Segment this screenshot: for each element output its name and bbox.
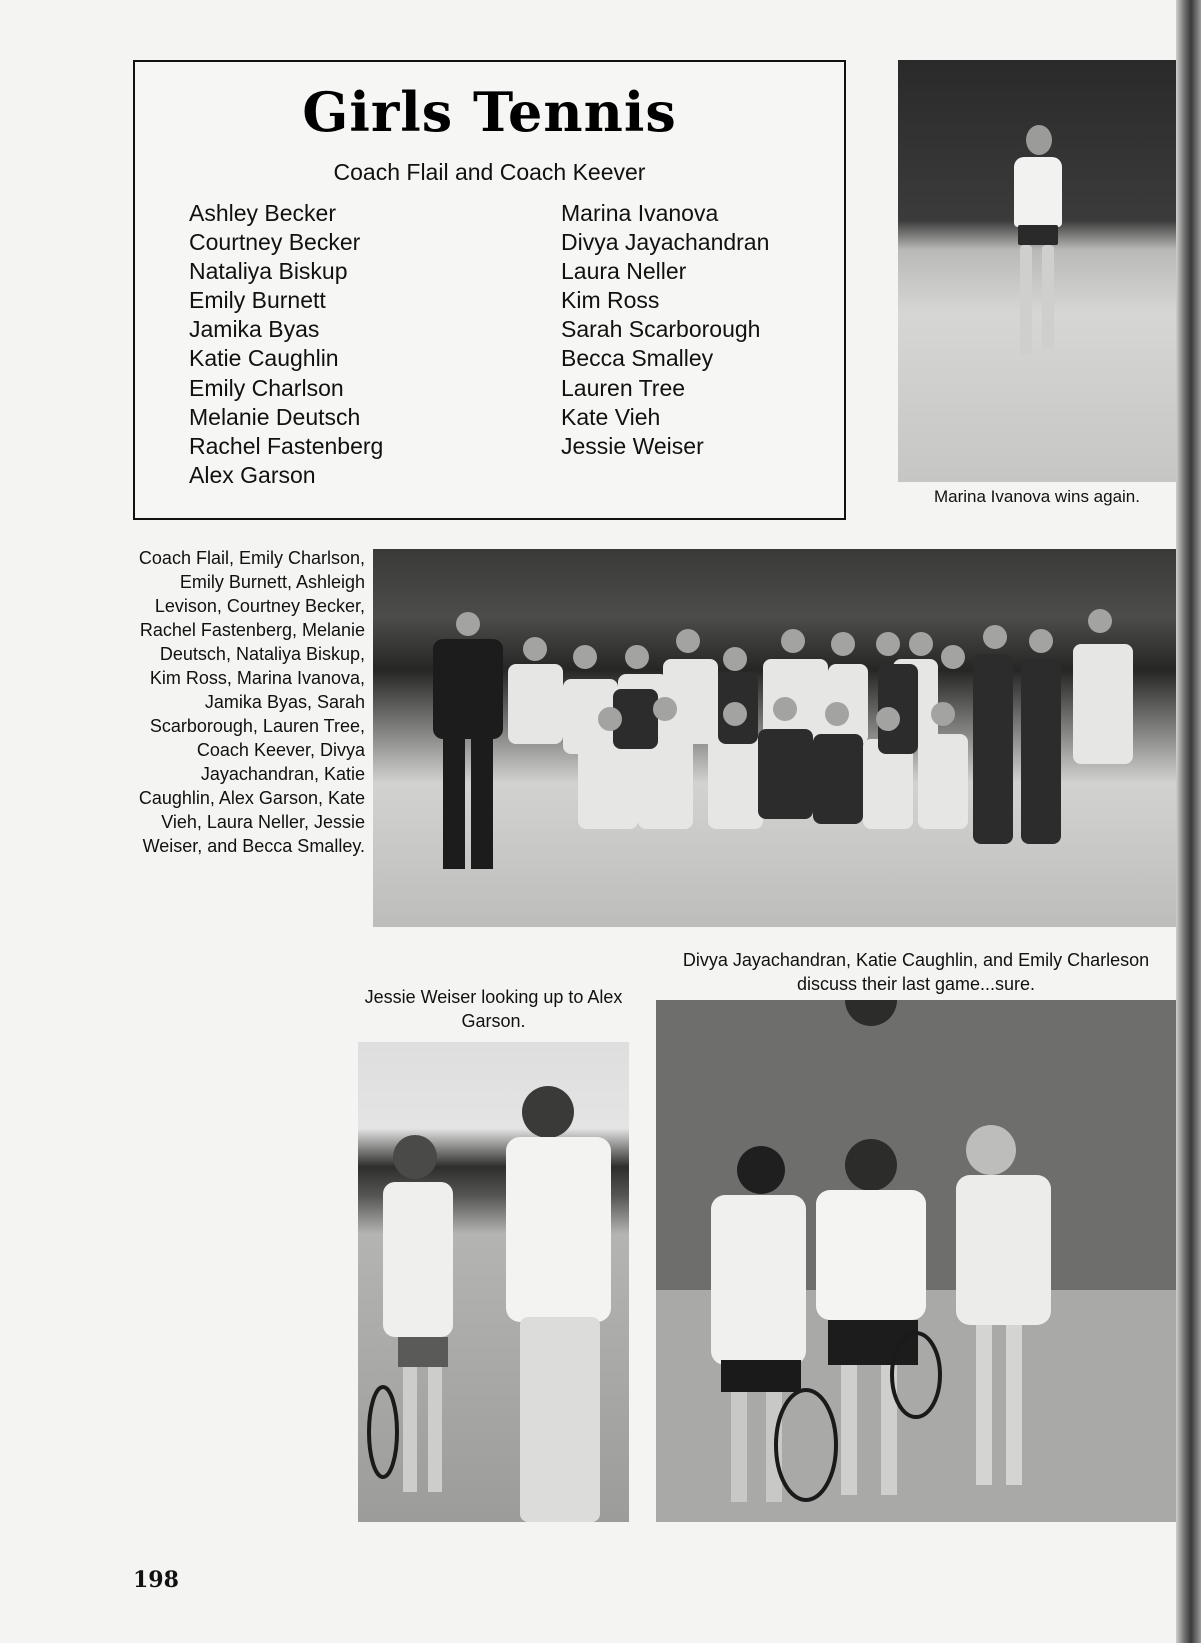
roster-name: Jamika Byas — [189, 316, 320, 343]
roster-name: Becca Smalley — [561, 345, 714, 372]
page-binding-edge — [1176, 0, 1201, 1643]
caption-divya: Divya Jayachandran, Katie Caughlin, and Emily Charleson discuss their last game...sure. — [682, 950, 1150, 994]
caption-marina: Marina Ivanova wins again. — [933, 487, 1140, 506]
photo-divya — [656, 1000, 1176, 1522]
roster-name: Emily Charlson — [189, 374, 344, 401]
roster-name: Rachel Fastenberg — [189, 432, 384, 459]
coaches-line: Coach Flail and Coach Keever — [333, 159, 646, 185]
photo-jessie — [358, 1042, 629, 1522]
roster-name: Kate Vieh — [561, 403, 661, 430]
roster-name: Divya Jayachandran — [561, 229, 770, 256]
roster-name: Lauren Tree — [561, 374, 686, 401]
roster-name: Laura Neller — [561, 258, 687, 285]
roster-list-left — [189, 199, 383, 490]
team-photo-figures — [373, 549, 1176, 927]
roster-name: Courtney Becker — [189, 229, 361, 256]
roster-name: Alex Garson — [189, 461, 316, 488]
roster-name: Jessie Weiser — [561, 432, 704, 459]
roster-name: Sarah Scarborough — [561, 316, 761, 343]
roster-name: Nataliya Biskup — [189, 258, 348, 285]
roster-name: Ashley Becker — [189, 200, 337, 226]
roster-name: Marina Ivanova — [561, 200, 719, 226]
roster-name: Kim Ross — [561, 287, 660, 314]
roster-box — [133, 60, 846, 520]
roster-name: Emily Burnett — [189, 287, 326, 314]
roster-name: Melanie Deutsch — [189, 403, 361, 430]
page-title: Girls Tennis — [302, 80, 677, 144]
page-number: 198 — [133, 1567, 179, 1593]
photo-team — [373, 549, 1176, 927]
caption-team: Coach Flail, Emily Charlson, Emily Burnett, Ashleigh Levison, Courtney Becker, Rachel Fastenberg, Melanie Deutsch, Nataliya Biskup, Kim Ross, Marina Ivanova, Jamika Byas, Sarah Scarborough, Lauren Tree, Coach Keever, Divya Jayachandran, Katie Caughlin, Alex Garson, Kate Vieh, Laura Neller, Jessie Weiser, and Becca Smalley. — [138, 548, 365, 856]
caption-jessie: Jessie Weiser looking up to Alex Garson. — [364, 987, 623, 1031]
roster-name: Katie Caughlin — [189, 345, 339, 372]
roster-list-right — [561, 199, 769, 461]
divya-photo-figures — [656, 1000, 1176, 1522]
jessie-photo-figures — [358, 1042, 629, 1522]
photo-marina — [898, 60, 1176, 482]
player-figure — [1006, 125, 1066, 425]
